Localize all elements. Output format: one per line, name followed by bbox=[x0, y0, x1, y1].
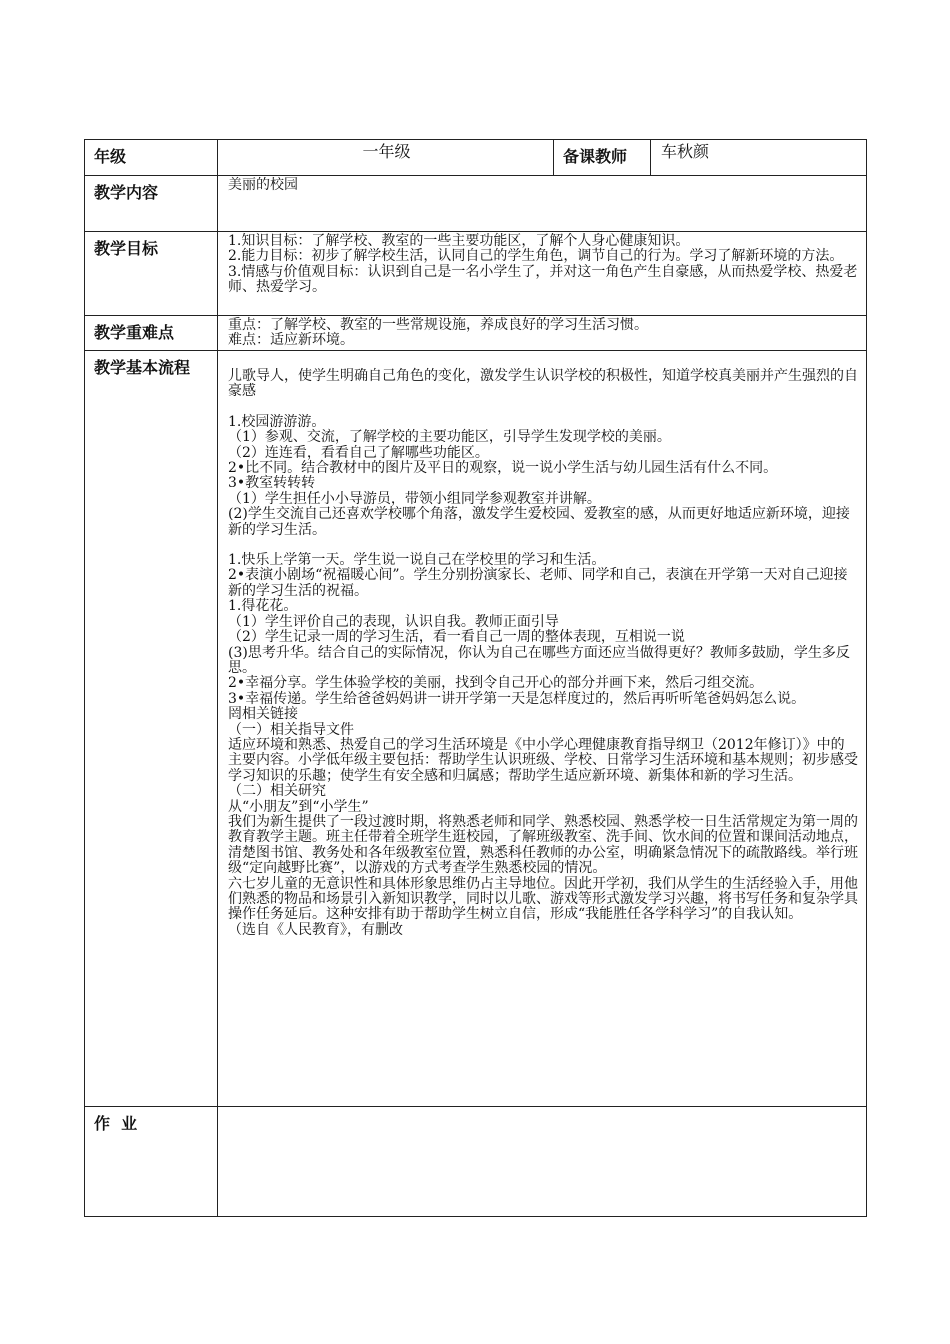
goals-value-cell bbox=[218, 232, 867, 316]
row-goals bbox=[85, 232, 867, 316]
content-value-cell bbox=[218, 176, 867, 232]
process-line: 1.校园游游游。 bbox=[228, 413, 326, 430]
homework-label-cell bbox=[85, 1107, 218, 1217]
teacher-label: 备课教师 bbox=[563, 147, 628, 166]
source-note: （选自《人民教育》，有删改 bbox=[228, 921, 403, 938]
process-line: 从“小朋友”到“小学生” bbox=[228, 798, 369, 815]
process-line: (3)思考升华。结合自己的实际情况，你认为自己在哪些方面还应当做得更好？教师多鼓励，学生多反思。 bbox=[228, 644, 850, 676]
process-line: 1.快乐上学第一天。学生说一说自己在学校里的学习和生活。 bbox=[228, 552, 606, 569]
teacher-value: 车秋颜 bbox=[661, 142, 710, 161]
process-line: 3•教室转转转 bbox=[228, 475, 316, 492]
lesson-plan-sheet bbox=[84, 139, 866, 1217]
process-line: （1）学生担任小小导游员，带领小组同学参观教室并讲解。 bbox=[228, 490, 601, 507]
goals-label-cell bbox=[85, 232, 218, 316]
goals-label: 教学目标 bbox=[94, 239, 159, 258]
content-value: 美丽的校园 bbox=[228, 177, 298, 193]
goals-text bbox=[218, 232, 866, 296]
row-content bbox=[85, 176, 867, 232]
process-line: 1.得花花。 bbox=[228, 598, 298, 615]
row-process bbox=[85, 351, 867, 1107]
process-line: 2•表演小剧场“祝福暖心间”。学生分别扮演家长、老师、同学和自己，表演在开学第一天对自己迎接新的学习生活的祝福。 bbox=[228, 567, 848, 599]
row-grade bbox=[85, 140, 867, 176]
homework-value-cell bbox=[218, 1107, 867, 1217]
process-line: 2•比不同。结合教材中的图片及平日的观察，说一说小学生活与幼儿园生活有什么不同。 bbox=[228, 460, 778, 477]
grade-label: 年级 bbox=[94, 147, 127, 166]
related-links-heading: 罔相关链接 bbox=[228, 706, 298, 723]
row-homework bbox=[85, 1107, 867, 1217]
process-label-cell bbox=[85, 351, 218, 1107]
process-line: (2)学生交流自己还喜欢学校哪个角落，激发学生爱校园、爱教室的感，从而更好地适应新环境，迎接新的学习生活。 bbox=[228, 506, 850, 538]
process-line: （一）相关指导文件 bbox=[228, 721, 354, 738]
teacher-label-cell bbox=[554, 140, 651, 176]
process-line: （1）参观、交流，了解学校的主要功能区，引导学生发现学校的美丽。 bbox=[228, 429, 671, 446]
homework-label: 作 业 bbox=[94, 1114, 138, 1133]
process-line: 2•幸福分享。学生体验学校的美丽，找到令自己开心的部分并画下来，然后刁组交流。 bbox=[228, 675, 764, 692]
content-label: 教学内容 bbox=[94, 183, 159, 202]
process-line: 适应环境和熟悉、热爱自己的学习生活环境是《中小学心理健康教育指导纲卫（2012年修订）》中的主要内容。小学低年级主要包括：帮助学生认识班级、学校、日常学习生活环境和基本规则；初步感受学习知识的乐趣；使学生有安全感和归属感；帮助学生适应新环境、新集体和新的学习生活。 bbox=[228, 736, 858, 784]
process-line: 六七岁儿童的无意识性和具体形象思维仍占主导地位。因此开学初，我们从学生的生活经验入手，用他们熟悉的物品和场景引入新知识教学，同时以儿歌、游戏等形式激发学习兴趣，将书写任务和复杂学具操作任务延后。这种安排有助于帮助学生树立自信，形成“我能胜任各学科学习”的自我认知。 bbox=[228, 875, 858, 923]
lesson-plan-table bbox=[84, 139, 867, 1217]
process-value-cell bbox=[218, 351, 867, 1107]
process-line: （1）学生评价自己的表现，认识自我。教师正面引导 bbox=[228, 613, 559, 630]
process-line: 3•幸福传递。学生给爸爸妈妈讲一讲开学第一天是怎样度过的，然后再听听笔爸妈妈怎么说。 bbox=[228, 690, 806, 707]
grade-label-cell bbox=[85, 140, 218, 176]
key-points-value-cell bbox=[218, 316, 867, 351]
homework-value bbox=[218, 1107, 866, 1109]
row-key-points bbox=[85, 316, 867, 351]
goal-line: 3.情感与价值观目标：认识到自己是一名小学生了，并对这一角色产生自豪感，从而热爱学校、热爱老师、热爱学习。 bbox=[228, 263, 858, 296]
process-line: （2）学生记录一周的学习生活，看一看自己一周的整体表现，互相说一说 bbox=[228, 629, 685, 646]
content-label-cell bbox=[85, 176, 218, 232]
key-point-line: 重点：了解学校、教室的一些常规设施，养成良好的学习生活习惯。 bbox=[228, 317, 648, 333]
grade-value: 一年级 bbox=[362, 142, 411, 161]
process-label: 教学基本流程 bbox=[94, 358, 191, 377]
key-points-text bbox=[218, 316, 866, 349]
process-line: 我们为新生提供了一段过渡时期，将熟悉老师和同学、熟悉校园、熟悉学校一日生活常规定为第一周的教育教学主题。班主任带着全班学生逛校园，了解班级教室、洗手间、饮水间的位置和课间活动地点，清楚图书馆、教务处和各年级教室位置，熟悉科任教师的办公室，明确紧急情况下的疏散路线。举行班级“定向越野比赛”，以游戏的方式考查学生熟悉校园的情况。 bbox=[228, 813, 858, 877]
key-points-label-cell bbox=[85, 316, 218, 351]
teacher-value-cell bbox=[651, 140, 867, 176]
process-line: （2）连连看，看看自己了解哪些功能区。 bbox=[228, 444, 489, 461]
key-points-label: 教学重难点 bbox=[94, 323, 175, 342]
process-intro: 儿歌导人，使学生明确自己角色的变化，激发学生认识学校的积极性，知道学校真美丽并产生强烈的自豪感 bbox=[228, 368, 858, 400]
goal-line: 1.知识目标：了解学校、教室的一些主要功能区，了解个人身心健康知识。 bbox=[228, 233, 690, 249]
process-line: （二）相关研究 bbox=[228, 783, 326, 800]
grade-value-cell bbox=[218, 140, 554, 176]
key-point-line: 难点：适应新环境。 bbox=[228, 332, 354, 349]
process-text bbox=[218, 351, 866, 938]
goal-line: 2.能力目标：初步了解学校生活，认同自己的学生角色，调节自己的行为。学习了解新环境的方法。 bbox=[228, 248, 844, 265]
